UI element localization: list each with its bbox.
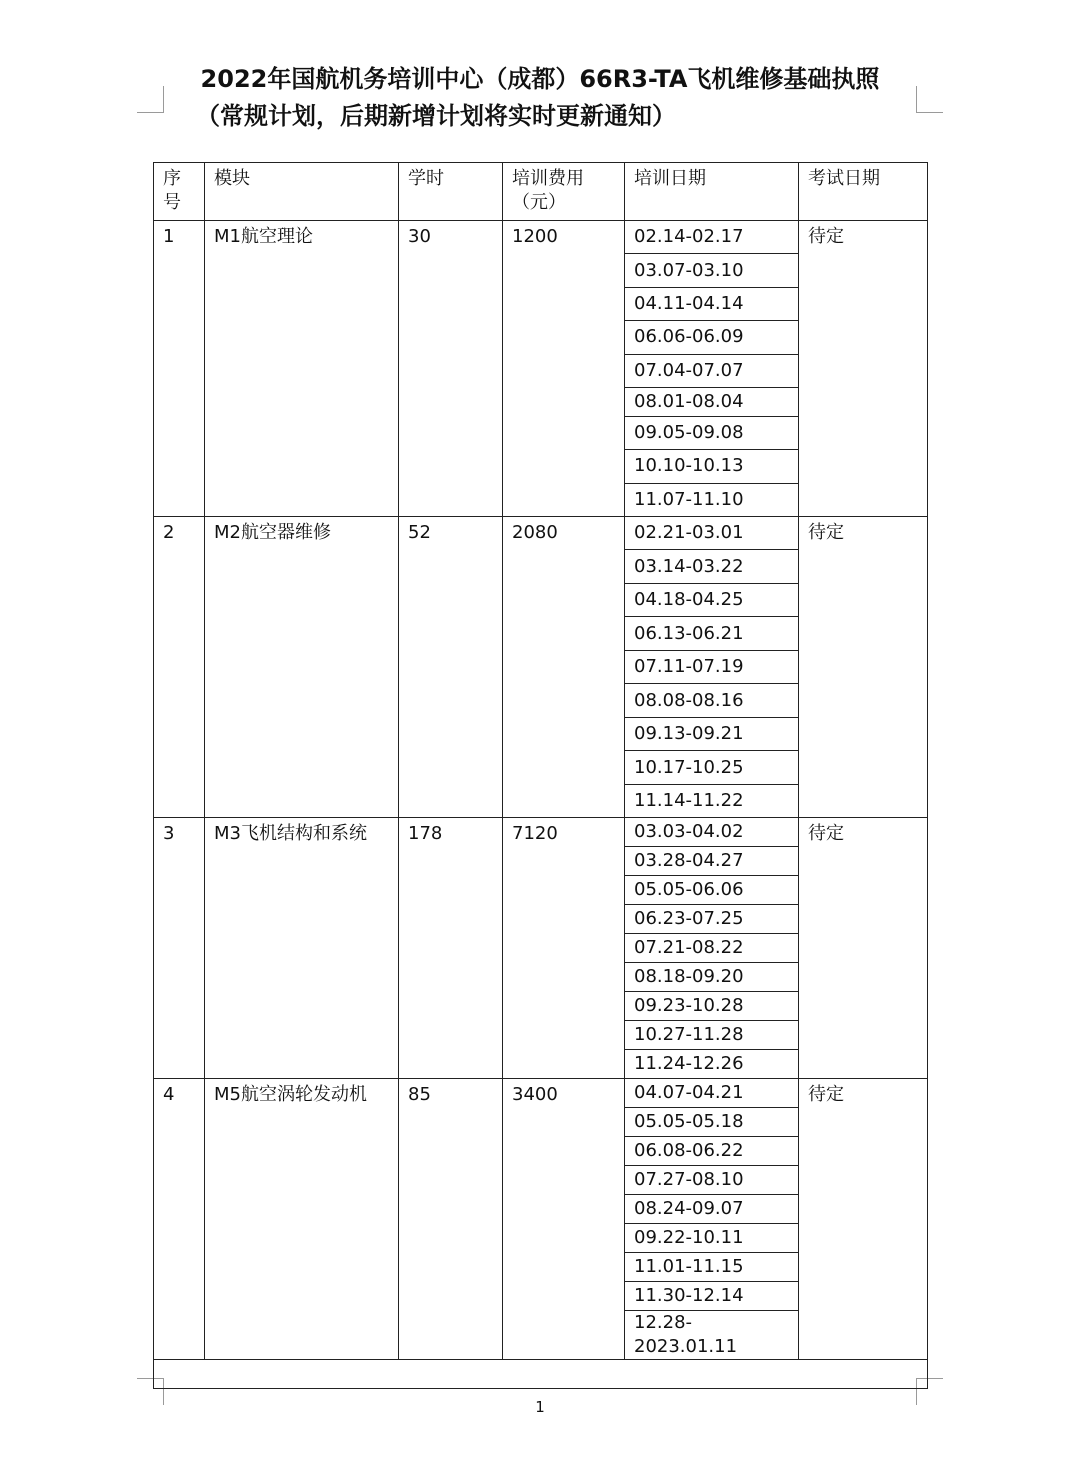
training-date: 11.30-12.14 [625,1282,799,1311]
module-fee: 7120 [503,818,625,1079]
training-date: 09.05-09.08 [625,416,799,449]
training-date: 02.21-03.01 [625,516,799,550]
training-date: 03.03-04.02 [625,818,799,847]
exam-date: 待定 [799,818,928,1079]
training-date: 11.24-12.26 [625,1050,799,1079]
training-date: 12.28-2023.01.11 [625,1311,799,1360]
exam-date: 待定 [799,516,928,818]
header-exam-date: 考试日期 [799,163,928,221]
module-name: M2航空器维修 [205,516,399,818]
module-hours: 52 [399,516,503,818]
module-seq: 3 [154,818,205,1079]
exam-date: 待定 [799,1079,928,1360]
training-date: 05.05-06.06 [625,876,799,905]
training-date: 07.04-07.07 [625,354,799,387]
training-date: 08.08-08.16 [625,684,799,718]
header-row [154,163,928,221]
exam-date: 待定 [799,221,928,517]
training-date: 07.21-08.22 [625,934,799,963]
module-hours: 30 [399,221,503,517]
module-name: M5航空涡轮发动机 [205,1079,399,1360]
module-hours: 85 [399,1079,503,1360]
training-date: 08.01-08.04 [625,387,799,416]
module-seq: 4 [154,1079,205,1360]
module-fee: 2080 [503,516,625,818]
training-date: 09.23-10.28 [625,992,799,1021]
module-fee: 1200 [503,221,625,517]
training-date: 10.17-10.25 [625,751,799,785]
document-subtitle: （常规计划，后期新增计划将实时更新通知） [196,102,676,130]
module-seq: 2 [154,516,205,818]
training-date: 08.18-09.20 [625,963,799,992]
module-name: M3飞机结构和系统 [205,818,399,1079]
empty-cell [154,1360,928,1389]
training-date: 11.07-11.10 [625,483,799,516]
training-date: 04.18-04.25 [625,583,799,617]
training-date: 10.10-10.13 [625,450,799,483]
table-row [154,516,928,550]
page-number: 1 [535,1398,545,1416]
training-date: 03.28-04.27 [625,847,799,876]
module-fee: 3400 [503,1079,625,1360]
table-row [154,221,928,254]
table-row [154,1079,928,1108]
training-date: 09.22-10.11 [625,1224,799,1253]
module-hours: 178 [399,818,503,1079]
training-date: 06.23-07.25 [625,905,799,934]
training-date: 08.24-09.07 [625,1195,799,1224]
header-fee: 培训费用 （元） [503,163,625,221]
training-date: 03.14-03.22 [625,550,799,584]
training-date: 06.08-06.22 [625,1137,799,1166]
training-date: 02.14-02.17 [625,221,799,254]
header-seq: 序 号 [154,163,205,221]
training-date: 11.14-11.22 [625,784,799,818]
header-hours: 学时 [399,163,503,221]
header-module: 模块 [205,163,399,221]
training-date: 11.01-11.15 [625,1253,799,1282]
training-date: 06.13-06.21 [625,617,799,651]
training-date: 09.13-09.21 [625,717,799,751]
training-date: 06.06-06.09 [625,321,799,354]
empty-row [154,1360,928,1389]
module-name: M1航空理论 [205,221,399,517]
module-seq: 1 [154,221,205,517]
table-row [154,818,928,847]
training-date: 05.05-05.18 [625,1108,799,1137]
training-schedule-table [153,162,928,1389]
training-date: 04.07-04.21 [625,1079,799,1108]
training-date: 10.27-11.28 [625,1021,799,1050]
training-date: 03.07-03.10 [625,254,799,287]
training-date: 07.11-07.19 [625,650,799,684]
training-date: 07.27-08.10 [625,1166,799,1195]
document-title: 2022年国航机务培训中心（成都）66R3-TA飞机维修基础执照 [200,65,880,93]
header-training-dates: 培训日期 [625,163,799,221]
training-date: 04.11-04.14 [625,287,799,320]
